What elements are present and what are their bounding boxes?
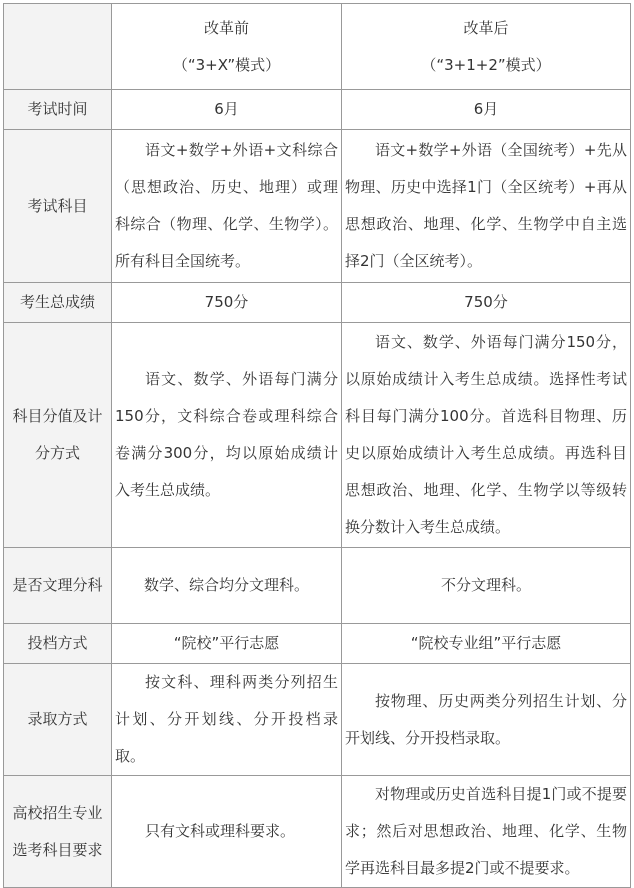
row-label-cell	[4, 323, 112, 548]
header-after-mode: （“3+1+2”模式）	[421, 55, 551, 74]
header-after-cell	[342, 4, 631, 90]
row-label: 科目分值及计分方式	[12, 407, 103, 462]
row-label: 是否文理分科	[12, 576, 103, 594]
before-cell	[112, 776, 342, 888]
row-label: 考试科目	[27, 196, 88, 215]
after-cell: 6月	[342, 90, 631, 130]
after-text: 语文+数学+外语（全国统考）+先从物理、历史中选择1门（全区统考）+再从思想政治、地理、化学、生物学中自主选择2门（全区统考）。	[345, 141, 627, 270]
before-text: 语文、数学、外语每门满分150分，文科综合卷或理科综合卷满分300分，均以原始成绩计入考生总成绩。	[115, 370, 338, 499]
header-empty-cell	[4, 4, 112, 90]
before-cell	[112, 323, 342, 548]
after-cell	[342, 323, 631, 548]
row-label-cell	[4, 664, 112, 776]
header-before-mode: （“3+X”模式）	[172, 55, 281, 74]
header-before-cell	[112, 4, 342, 90]
table-row-filing-method	[4, 624, 631, 664]
before-cell	[112, 664, 342, 776]
header-row	[4, 4, 631, 90]
row-label-cell	[4, 548, 112, 624]
before-cell	[112, 130, 342, 283]
table-row-scoring-method	[4, 323, 631, 548]
after-cell	[342, 130, 631, 283]
reform-comparison-table	[3, 3, 631, 888]
row-label-cell	[4, 776, 112, 888]
table-row-subject-requirements	[4, 776, 631, 888]
header-before-title: 改革前	[203, 18, 249, 37]
after-cell	[342, 664, 631, 776]
after-text: 语文、数学、外语每门满分150分，以原始成绩计入考生总成绩。选择性考试科目每门满分100分。首选科目物理、历史以原始成绩计入考生总成绩。再选科目思想政治、地理、化学、生物学以等级转换分数计入考生总成绩。	[345, 333, 627, 536]
before-cell: 750分	[112, 283, 342, 323]
after-text: 对物理或历史首选科目提1门或不提要求；然后对思想政治、地理、化学、生物学再选科目最多提2门或不提要求。	[345, 785, 627, 877]
after-cell: “院校专业组”平行志愿	[342, 624, 631, 664]
before-text: 语文+数学+外语+文科综合（思想政治、历史、地理）或理科综合（物理、化学、生物学）。所有科目全国统考。	[115, 141, 338, 270]
row-label-cell	[4, 624, 112, 664]
before-text: 只有文科或理科要求。	[145, 822, 296, 840]
before-cell: “院校”平行志愿	[112, 624, 342, 664]
before-cell: 数学、综合均分文理科。	[112, 548, 342, 624]
row-label-cell	[4, 90, 112, 130]
row-label: 考生总成绩	[19, 293, 95, 311]
after-text: 按物理、历史两类分列招生计划、分开划线、分开投档录取。	[345, 691, 627, 747]
table-row-exam-subjects	[4, 130, 631, 283]
after-cell: 不分文理科。	[342, 548, 631, 624]
row-label: 投档方式	[27, 634, 88, 652]
row-label: 录取方式	[27, 710, 88, 728]
table-row-admission-method	[4, 664, 631, 776]
row-label-cell	[4, 130, 112, 283]
header-after-title: 改革后	[463, 18, 509, 37]
table-row-arts-science-split	[4, 548, 631, 624]
row-label: 考试时间	[27, 100, 88, 118]
table-row-exam-time	[4, 90, 631, 130]
before-text: 按文科、理科两类分列招生计划、分开划线、分开投档录取。	[115, 673, 338, 765]
after-cell: 750分	[342, 283, 631, 323]
row-label-cell	[4, 283, 112, 323]
before-cell: 6月	[112, 90, 342, 130]
after-cell	[342, 776, 631, 888]
row-label: 高校招生专业选考科目要求	[12, 803, 103, 859]
table-row-total-score	[4, 283, 631, 323]
